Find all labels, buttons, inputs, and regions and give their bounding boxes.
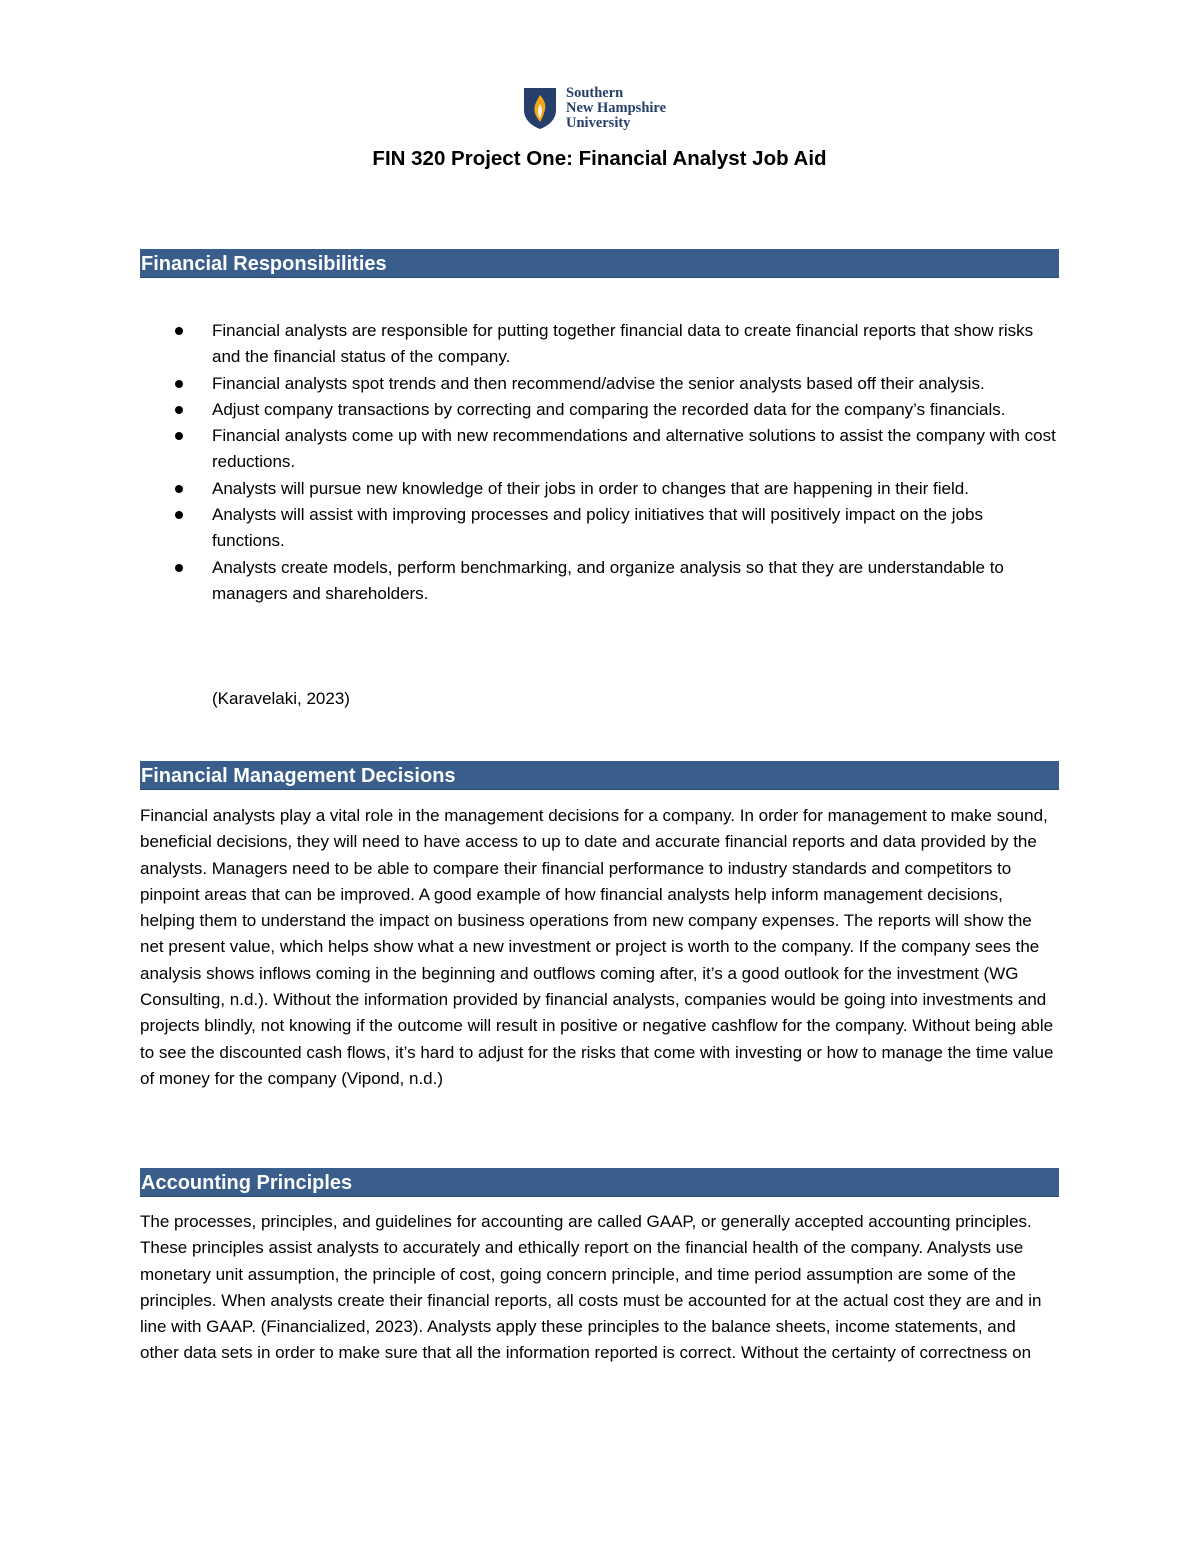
- list-item: [140, 397, 1059, 423]
- document-title: FIN 320 Project One: Financial Analyst Job Aid: [372, 147, 827, 170]
- section-heading-responsibilities: Financial Responsibilities: [140, 249, 1059, 278]
- bullet-icon: [175, 380, 183, 388]
- list-item: [140, 371, 1059, 397]
- list-item-text: Financial analysts spot trends and then recommend/advise the senior analysts based off their analysis.: [212, 373, 985, 393]
- list-item-text: Financial analysts come up with new recommendations and alternative solutions to assist the company with cost reductions.: [212, 426, 1056, 472]
- bullet-icon: [175, 406, 183, 414]
- list-item-text: Adjust company transactions by correcting and comparing the recorded data for the company’s financials.: [212, 399, 1006, 419]
- list-item: [140, 423, 1059, 476]
- logo-line-3: University: [566, 114, 631, 131]
- logo-line-2: New Hampshire: [566, 99, 667, 116]
- list-item-text: Analysts will pursue new knowledge of their jobs in order to changes that are happening in their field.: [212, 478, 969, 498]
- shield-flame-icon: [522, 86, 558, 130]
- list-item: [140, 476, 1059, 502]
- university-logo: [522, 84, 666, 132]
- university-name: [566, 86, 666, 131]
- bullet-icon: [175, 564, 183, 572]
- list-item-text: Analysts will assist with improving processes and policy initiatives that will positively impact on the jobs functions.: [212, 505, 983, 551]
- list-item-text: Analysts create models, perform benchmarking, and organize analysis so that they are understandable to managers and shareholders.: [212, 557, 1004, 603]
- bullet-icon: [175, 432, 183, 440]
- management-paragraph: Financial analysts play a vital role in the management decisions for a company. In order for management to make sound, beneficial decisions, they will need to have access to up to date and accurate financial reports and data provided by the analysts. Managers need to be able to compare their financial performance to industry standards and competitors to pinpoint areas that can be improved. A good example of how financial analysts help inform management decisions, helping them to understand the impact on business operations from new company expenses. The reports will show the net present value, which helps show what a new investment or project is worth to the company. If the company sees the analysis shows inflows coming in the beginning and outflows coming after, it’s a good outlook for the investment (WG Consulting, n.d.). Without the information provided by financial analysts, companies would be going into investments and projects blindly, not knowing if the outcome will result in positive or negative cashflow for the company. Without being able to see the discounted cash flows, it’s hard to adjust for the risks that come with investing or how to manage the time value of money for the company (Vipond, n.d.): [140, 806, 1054, 1088]
- bullet-icon: [175, 485, 183, 493]
- section-heading-management: Financial Management Decisions: [140, 761, 1059, 790]
- section-heading-accounting: Accounting Principles: [140, 1168, 1059, 1197]
- bullet-icon: [175, 327, 183, 335]
- list-item: [140, 318, 1059, 371]
- responsibilities-citation: (Karavelaki, 2023): [212, 689, 350, 708]
- list-item-text: Financial analysts are responsible for putting together financial data to create financial reports that show risks and the financial status of the company.: [212, 321, 1034, 367]
- list-item: [140, 555, 1059, 608]
- list-item: [140, 502, 1059, 555]
- responsibilities-list: [140, 318, 1059, 607]
- accounting-paragraph: The processes, principles, and guidelines for accounting are called GAAP, or generally accepted accounting principles. These principles assist analysts to accurately and ethically report on the financial health of the company. Analysts use monetary unit assumption, the principle of cost, going concern principle, and time period assumption are some of the principles. When analysts create their financial reports, all costs must be accounted for at the actual cost they are and in line with GAAP. (Financialized, 2023). Analysts apply these principles to the balance sheets, income statements, and other data sets in order to make sure that all the information reported is correct. Without the certainty of correctness on: [140, 1212, 1042, 1363]
- bullet-icon: [175, 511, 183, 519]
- logo-line-1: Southern: [566, 84, 624, 101]
